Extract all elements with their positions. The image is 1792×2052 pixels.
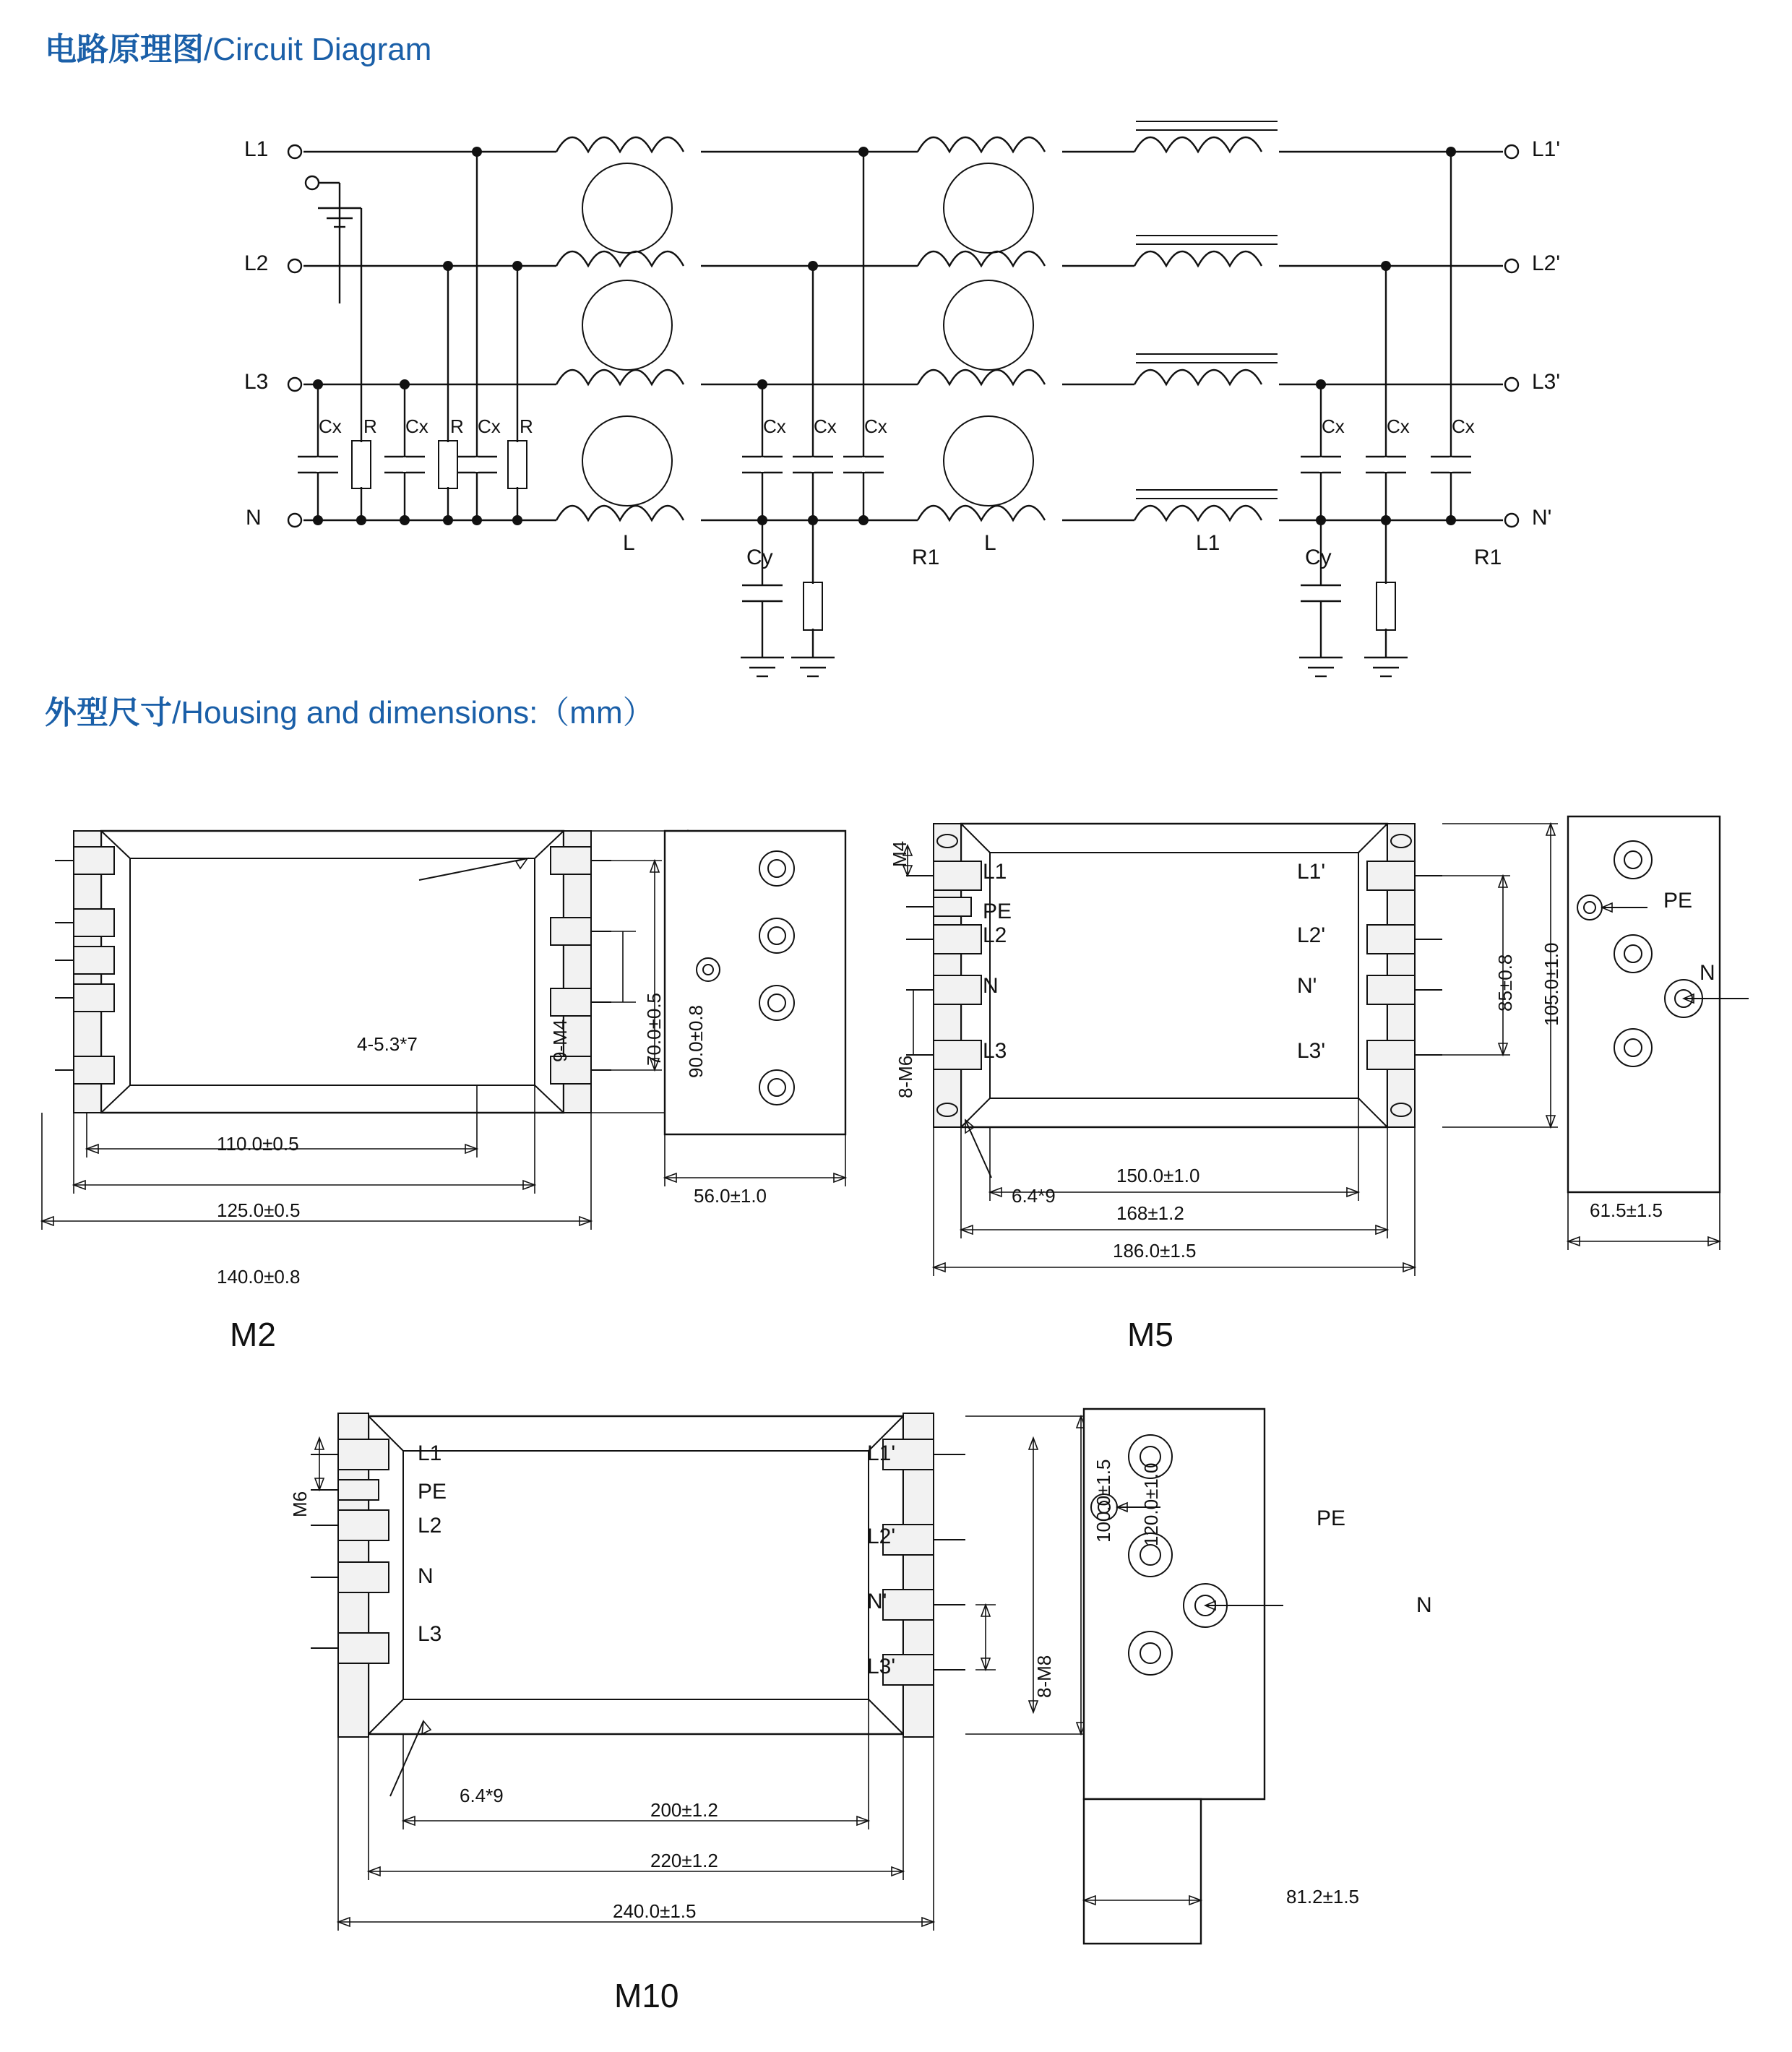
circuit-input-l3: L3 (244, 370, 269, 394)
circuit-output-l3: L3' (1532, 370, 1561, 394)
circuit-schematic (0, 87, 1792, 737)
m2-dim-110: 110.0±0.5 (217, 1133, 299, 1155)
section-title-circuit (45, 23, 431, 69)
section-title-circuit-cn: 电路原理图 (45, 32, 204, 67)
m5-terminal-l1: L1 (983, 860, 1007, 884)
m2-dim-56: 56.0±1.0 (694, 1185, 767, 1207)
cap-label-cy-2: Cy (1305, 546, 1332, 569)
cap-label-cx-7: Cx (1322, 415, 1345, 437)
m10-dim-240: 240.0±1.5 (613, 1900, 697, 1922)
m10-terminal-l3: L3 (418, 1622, 442, 1646)
m5-terminal-l1p: L1' (1297, 860, 1326, 884)
m10-terminal-np: N' (867, 1590, 887, 1613)
m10-endview-label-pe: PE (1317, 1506, 1346, 1530)
cap-label-cx-8: Cx (1387, 415, 1410, 437)
m5-dim-150: 150.0±1.0 (1116, 1165, 1200, 1186)
m5-dim-186: 186.0±1.5 (1113, 1240, 1197, 1262)
m5-dim-61_5: 61.5±1.5 (1590, 1199, 1663, 1221)
section-title-housing (45, 686, 655, 733)
cap-label-cx-1: Cx (319, 415, 342, 437)
m10-dim-200: 200±1.2 (650, 1799, 718, 1821)
m2-dim-90: 90.0±0.8 (685, 1004, 707, 1078)
m2-callout-4-53-7: 4-5.3*7 (357, 1033, 418, 1055)
earth-ground-icon (306, 176, 361, 227)
res-label-r1-1: R1 (912, 546, 940, 569)
section-title-circuit-sep: / (204, 32, 213, 67)
circuit-input-l1: L1 (244, 137, 269, 161)
m10-callout-8-m8: 8-M8 (1033, 1655, 1055, 1698)
m10-model-name: M10 (614, 1977, 679, 2014)
m5-endview-label-n: N (1700, 961, 1715, 985)
choke-label-l1-right: L1 (1196, 531, 1220, 555)
cap-label-cx-4: Cx (763, 415, 786, 437)
m5-drawing (896, 802, 1763, 1322)
m5-model-name: M5 (1127, 1316, 1173, 1353)
m5-terminal-n: N (983, 974, 999, 998)
m10-terminal-l2p: L2' (867, 1525, 896, 1548)
section-title-circuit-en: Circuit Diagram (212, 32, 432, 67)
m10-terminal-l1p: L1' (867, 1441, 896, 1465)
res-label-r1-2: R1 (1474, 546, 1502, 569)
circuit-input-l2: L2 (244, 251, 269, 275)
m2-dim-70: 70.0±0.5 (643, 992, 665, 1066)
circuit-output-l2: L2' (1532, 251, 1561, 275)
m5-terminal-l2: L2 (983, 923, 1007, 947)
choke-label-l-left: L (623, 531, 635, 555)
m10-dim-81_2: 81.2±1.5 (1286, 1886, 1360, 1907)
circuit-output-l1: L1' (1532, 137, 1561, 161)
cap-label-cx-6: Cx (864, 415, 887, 437)
m10-callout-6_4x9: 6.4*9 (460, 1785, 504, 1806)
res-label-r-2: R (450, 415, 464, 437)
m10-endview-label-n: N (1416, 1593, 1432, 1617)
m5-callout-8-m6: 8-M6 (895, 1055, 916, 1098)
m2-callout-9-m4: 9-M4 (549, 1019, 571, 1062)
cap-label-cy-1: Cy (746, 546, 773, 569)
m5-endview-label-pe: PE (1663, 889, 1693, 913)
section-title-housing-cn: 外型尺寸 (45, 695, 172, 730)
section-title-housing-en: Housing and dimensions:（mm） (181, 695, 655, 730)
m2-dim-125: 125.0±0.5 (217, 1199, 301, 1221)
m10-callout-m6: M6 (289, 1491, 311, 1517)
m2-dim-140: 140.0±0.8 (217, 1266, 301, 1288)
choke-label-l-mid: L (984, 531, 996, 555)
cap-label-cx-5: Cx (814, 415, 837, 437)
res-label-r-3: R (520, 415, 533, 437)
m5-terminal-l2p: L2' (1297, 923, 1326, 947)
circuit-input-n: N (246, 506, 262, 530)
m5-callout-6_4x9: 6.4*9 (1012, 1185, 1056, 1207)
m10-terminal-l1: L1 (418, 1441, 442, 1465)
m5-dim-85: 85±0.8 (1494, 954, 1516, 1012)
m10-dim-100: 100.0±1.5 (1093, 1459, 1114, 1543)
res-label-r-1: R (363, 415, 377, 437)
m2-model-name: M2 (230, 1316, 276, 1353)
m5-terminal-l3p: L3' (1297, 1039, 1326, 1063)
m10-dim-220: 220±1.2 (650, 1850, 718, 1871)
m5-terminal-pe: PE (983, 900, 1012, 923)
m5-dim-168: 168±1.2 (1116, 1202, 1184, 1224)
cap-label-cx-2: Cx (405, 415, 428, 437)
cap-label-cx-9: Cx (1452, 415, 1475, 437)
m10-terminal-pe: PE (418, 1480, 447, 1504)
m5-dim-105: 105.0±1.0 (1541, 942, 1562, 1026)
m5-terminal-np: N' (1297, 974, 1317, 998)
m5-terminal-l3: L3 (983, 1039, 1007, 1063)
m10-dim-120: 120.0±1.0 (1140, 1462, 1162, 1546)
m5-callout-m4: M4 (889, 840, 910, 867)
m10-terminal-n: N (418, 1564, 434, 1588)
section-title-housing-sep: / (172, 695, 181, 730)
cap-label-cx-3: Cx (478, 415, 501, 437)
m10-terminal-l2: L2 (418, 1514, 442, 1538)
m10-terminal-l3p: L3' (867, 1655, 896, 1678)
circuit-output-n: N' (1532, 506, 1552, 530)
